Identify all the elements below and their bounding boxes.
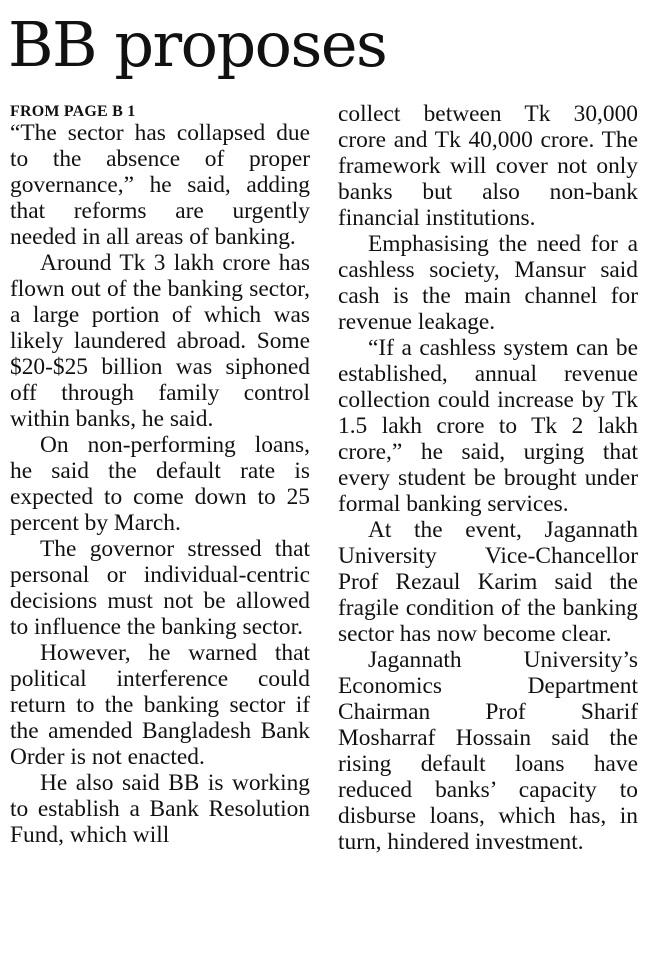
paragraph: The governor stressed that personal or individual-centric decisions must not be allowed to influence the banking sector. — [10, 536, 310, 640]
headline: BB proposes — [8, 8, 387, 81]
paragraph: Emphasising the need for a cashless society, Mansur said cash is the main channel for revenue leakage. — [338, 231, 638, 335]
article-column-left — [10, 104, 310, 848]
paragraph: At the event, Jagannath University Vice-Chancellor Prof Rezaul Karim said the fragile condition of the banking sector has now become clear. — [338, 517, 638, 647]
paragraph: “The sector has collapsed due to the absence of proper governance,” he said, adding that reforms are urgently needed in all areas of banking. — [10, 120, 310, 250]
article-column-right — [338, 101, 638, 855]
paragraph: On non-performing loans, he said the default rate is expected to come down to 25 percent by March. — [10, 432, 310, 536]
paragraph: collect between Tk 30,000 crore and Tk 40,000 crore. The framework will cover not only banks but also non-bank financial institutions. — [338, 101, 638, 231]
paragraph: However, he warned that political interference could return to the banking sector if the amended Bangladesh Bank Order is not enacted. — [10, 640, 310, 770]
paragraph: “If a cashless system can be established, annual revenue collection could increase by Tk 1.5 lakh crore to Tk 2 lakh crore,” he said, urging that every student be brought under formal banking services. — [338, 335, 638, 517]
paragraph: He also said BB is working to establish a Bank Resolution Fund, which will — [10, 770, 310, 848]
jump-line: FROM PAGE B 1 — [10, 103, 136, 120]
paragraph: Jagannath University’s Economics Department Chairman Prof Sharif Mosharraf Hossain said the rising default loans have reduced banks’ capacity to disburse loans, which has, in turn, hindered investment. — [338, 647, 638, 855]
paragraph: Around Tk 3 lakh crore has flown out of the banking sector, a large portion of which was likely laundered abroad. Some $20-$25 billion was siphoned off through family control within banks, he said. — [10, 250, 310, 432]
